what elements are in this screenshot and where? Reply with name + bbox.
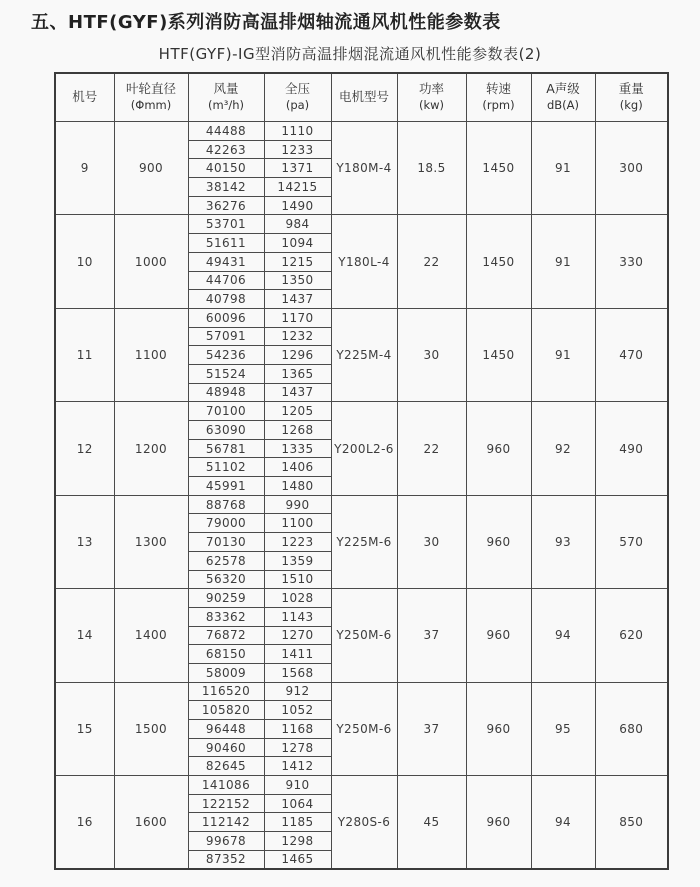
weight-cell: 620 — [595, 589, 668, 682]
air-volume-cell: 83362 — [188, 607, 264, 626]
air-volume-cell: 51611 — [188, 234, 264, 253]
total-pressure-cell: 1185 — [264, 813, 331, 832]
weight-cell: 680 — [595, 682, 668, 775]
total-pressure-cell: 1465 — [264, 850, 331, 869]
air-volume-cell: 60096 — [188, 308, 264, 327]
total-pressure-cell: 1223 — [264, 533, 331, 552]
air-volume-cell: 87352 — [188, 850, 264, 869]
air-volume-cell: 76872 — [188, 626, 264, 645]
impeller-diameter-cell: 1600 — [114, 776, 188, 869]
air-volume-cell: 90460 — [188, 738, 264, 757]
total-pressure-cell: 1028 — [264, 589, 331, 608]
motor-model-cell: Y225M-6 — [331, 495, 397, 588]
total-pressure-cell: 1365 — [264, 364, 331, 383]
weight-cell: 850 — [595, 776, 668, 869]
motor-model-cell: Y250M-6 — [331, 589, 397, 682]
power-cell: 37 — [397, 682, 466, 775]
air-volume-cell: 51524 — [188, 364, 264, 383]
air-volume-cell: 42263 — [188, 140, 264, 159]
machine-no-cell: 9 — [55, 122, 114, 215]
air-volume-cell: 45991 — [188, 477, 264, 496]
air-volume-cell: 40798 — [188, 290, 264, 309]
speed-cell: 1450 — [466, 308, 531, 401]
table-row — [55, 308, 668, 327]
machine-no-cell: 14 — [55, 589, 114, 682]
air-volume-cell: 96448 — [188, 720, 264, 739]
machine-no-cell: 15 — [55, 682, 114, 775]
air-volume-cell: 53701 — [188, 215, 264, 234]
total-pressure-cell: 1205 — [264, 402, 331, 421]
air-volume-cell: 54236 — [188, 346, 264, 365]
total-pressure-cell: 1168 — [264, 720, 331, 739]
total-pressure-cell: 1064 — [264, 794, 331, 813]
impeller-diameter-cell: 1300 — [114, 495, 188, 588]
power-cell: 30 — [397, 495, 466, 588]
air-volume-cell: 44706 — [188, 271, 264, 290]
air-volume-cell: 105820 — [188, 701, 264, 720]
total-pressure-cell: 1568 — [264, 663, 331, 682]
fan-parameters-table — [54, 72, 669, 870]
total-pressure-cell: 1094 — [264, 234, 331, 253]
motor-model-cell: Y180L-4 — [331, 215, 397, 308]
speed-cell: 960 — [466, 589, 531, 682]
air-volume-cell: 70100 — [188, 402, 264, 421]
col-header-weight: 重量 (kg) — [595, 73, 668, 122]
total-pressure-cell: 910 — [264, 776, 331, 795]
total-pressure-cell: 1278 — [264, 738, 331, 757]
total-pressure-cell: 990 — [264, 495, 331, 514]
air-volume-cell: 56320 — [188, 570, 264, 589]
sound-level-cell: 94 — [531, 589, 595, 682]
total-pressure-cell: 1233 — [264, 140, 331, 159]
air-volume-cell: 88768 — [188, 495, 264, 514]
air-volume-cell: 141086 — [188, 776, 264, 795]
air-volume-cell: 57091 — [188, 327, 264, 346]
speed-cell: 1450 — [466, 215, 531, 308]
machine-no-cell: 12 — [55, 402, 114, 495]
air-volume-cell: 44488 — [188, 122, 264, 141]
col-header-air-volume: 风量 (m³/h) — [188, 73, 264, 122]
table-row — [55, 495, 668, 514]
total-pressure-cell: 14215 — [264, 178, 331, 197]
air-volume-cell: 79000 — [188, 514, 264, 533]
total-pressure-cell: 1437 — [264, 383, 331, 402]
air-volume-cell: 36276 — [188, 196, 264, 215]
air-volume-cell: 51102 — [188, 458, 264, 477]
air-volume-cell: 70130 — [188, 533, 264, 552]
table-row — [55, 402, 668, 421]
sound-level-cell: 92 — [531, 402, 595, 495]
total-pressure-cell: 1143 — [264, 607, 331, 626]
air-volume-cell: 40150 — [188, 159, 264, 178]
impeller-diameter-cell: 1500 — [114, 682, 188, 775]
total-pressure-cell: 1215 — [264, 252, 331, 271]
total-pressure-cell: 984 — [264, 215, 331, 234]
col-header-impeller-diameter: 叶轮直径 (Φmm) — [114, 73, 188, 122]
col-header-power: 功率 (kw) — [397, 73, 466, 122]
total-pressure-cell: 1412 — [264, 757, 331, 776]
air-volume-cell: 82645 — [188, 757, 264, 776]
total-pressure-cell: 1350 — [264, 271, 331, 290]
total-pressure-cell: 1110 — [264, 122, 331, 141]
table-row — [55, 682, 668, 701]
total-pressure-cell: 1268 — [264, 421, 331, 440]
air-volume-cell: 58009 — [188, 663, 264, 682]
weight-cell: 490 — [595, 402, 668, 495]
machine-no-cell: 13 — [55, 495, 114, 588]
total-pressure-cell: 1052 — [264, 701, 331, 720]
table-header — [55, 73, 668, 122]
total-pressure-cell: 1298 — [264, 832, 331, 851]
air-volume-cell: 62578 — [188, 551, 264, 570]
total-pressure-cell: 1335 — [264, 439, 331, 458]
total-pressure-cell: 1100 — [264, 514, 331, 533]
col-header-machine-no: 机号 — [55, 73, 114, 122]
total-pressure-cell: 1170 — [264, 308, 331, 327]
air-volume-cell: 49431 — [188, 252, 264, 271]
speed-cell: 960 — [466, 682, 531, 775]
total-pressure-cell: 912 — [264, 682, 331, 701]
col-header-motor-model: 电机型号 — [331, 73, 397, 122]
weight-cell: 470 — [595, 308, 668, 401]
air-volume-cell: 90259 — [188, 589, 264, 608]
col-header-total-pressure: 全压 (pa) — [264, 73, 331, 122]
impeller-diameter-cell: 1000 — [114, 215, 188, 308]
sound-level-cell: 91 — [531, 122, 595, 215]
power-cell: 37 — [397, 589, 466, 682]
air-volume-cell: 38142 — [188, 178, 264, 197]
table-row — [55, 215, 668, 234]
total-pressure-cell: 1406 — [264, 458, 331, 477]
table-subtitle: HTF(GYF)-IG型消防高温排烟混流通风机性能参数表(2) — [158, 45, 542, 63]
sound-level-cell: 91 — [531, 308, 595, 401]
power-cell: 22 — [397, 402, 466, 495]
speed-cell: 960 — [466, 495, 531, 588]
air-volume-cell: 122152 — [188, 794, 264, 813]
motor-model-cell: Y200L2-6 — [331, 402, 397, 495]
impeller-diameter-cell: 1100 — [114, 308, 188, 401]
machine-no-cell: 16 — [55, 776, 114, 869]
total-pressure-cell: 1371 — [264, 159, 331, 178]
header-row — [55, 73, 668, 122]
air-volume-cell: 112142 — [188, 813, 264, 832]
sound-level-cell: 91 — [531, 215, 595, 308]
speed-cell: 960 — [466, 776, 531, 869]
sound-level-cell: 94 — [531, 776, 595, 869]
table-row — [55, 589, 668, 608]
power-cell: 22 — [397, 215, 466, 308]
total-pressure-cell: 1359 — [264, 551, 331, 570]
impeller-diameter-cell: 900 — [114, 122, 188, 215]
machine-no-cell: 11 — [55, 308, 114, 401]
impeller-diameter-cell: 1200 — [114, 402, 188, 495]
power-cell: 30 — [397, 308, 466, 401]
motor-model-cell: Y180M-4 — [331, 122, 397, 215]
air-volume-cell: 48948 — [188, 383, 264, 402]
total-pressure-cell: 1437 — [264, 290, 331, 309]
air-volume-cell: 63090 — [188, 421, 264, 440]
total-pressure-cell: 1480 — [264, 477, 331, 496]
air-volume-cell: 68150 — [188, 645, 264, 664]
total-pressure-cell: 1296 — [264, 346, 331, 365]
col-header-speed: 转速 (rpm) — [466, 73, 531, 122]
total-pressure-cell: 1232 — [264, 327, 331, 346]
motor-model-cell: Y250M-6 — [331, 682, 397, 775]
motor-model-cell: Y280S-6 — [331, 776, 397, 869]
total-pressure-cell: 1411 — [264, 645, 331, 664]
speed-cell: 960 — [466, 402, 531, 495]
total-pressure-cell: 1490 — [264, 196, 331, 215]
total-pressure-cell: 1270 — [264, 626, 331, 645]
table-row — [55, 122, 668, 141]
table-body — [55, 122, 668, 870]
motor-model-cell: Y225M-4 — [331, 308, 397, 401]
weight-cell: 570 — [595, 495, 668, 588]
power-cell: 18.5 — [397, 122, 466, 215]
air-volume-cell: 116520 — [188, 682, 264, 701]
col-header-sound-level: A声级 dB(A) — [531, 73, 595, 122]
table-row — [55, 776, 668, 795]
power-cell: 45 — [397, 776, 466, 869]
sound-level-cell: 93 — [531, 495, 595, 588]
sound-level-cell: 95 — [531, 682, 595, 775]
speed-cell: 1450 — [466, 122, 531, 215]
air-volume-cell: 56781 — [188, 439, 264, 458]
machine-no-cell: 10 — [55, 215, 114, 308]
air-volume-cell: 99678 — [188, 832, 264, 851]
weight-cell: 330 — [595, 215, 668, 308]
page-title: 五、HTF(GYF)系列消防高温排烟轴流通风机性能参数表 — [31, 12, 501, 33]
weight-cell: 300 — [595, 122, 668, 215]
impeller-diameter-cell: 1400 — [114, 589, 188, 682]
total-pressure-cell: 1510 — [264, 570, 331, 589]
